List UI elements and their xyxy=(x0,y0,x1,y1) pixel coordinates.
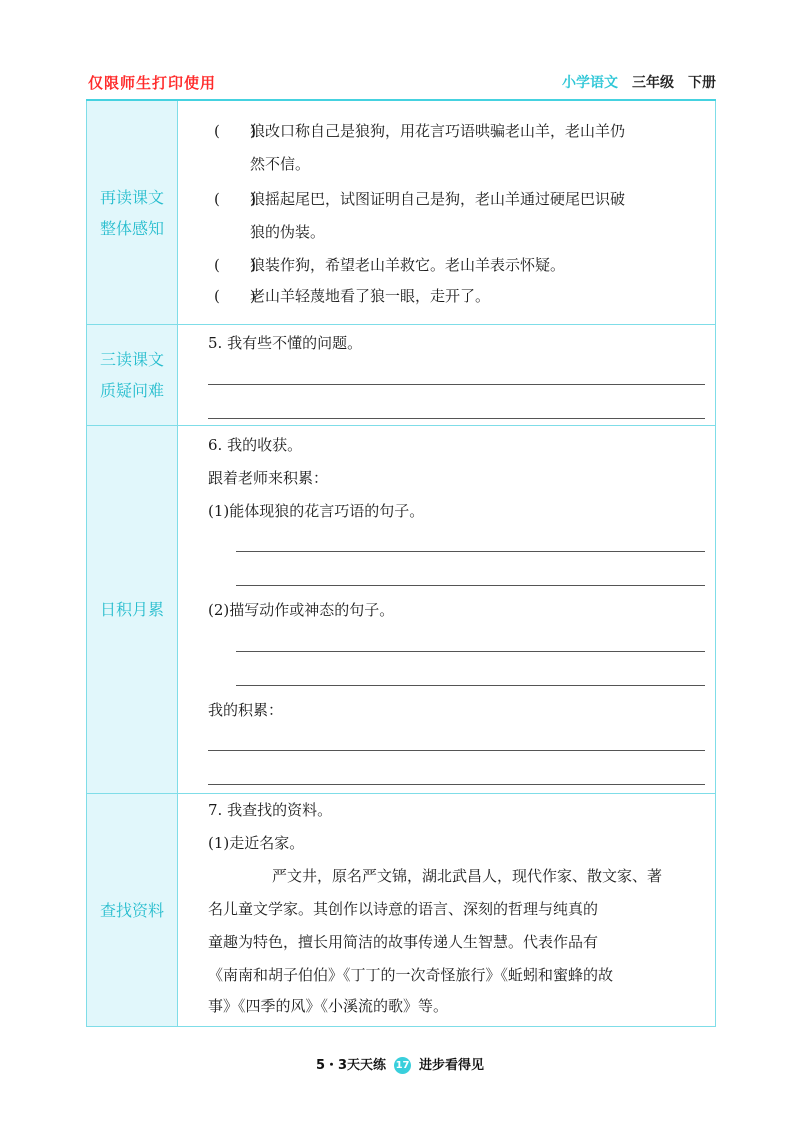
section-accumulation xyxy=(87,425,715,793)
worksheet-table xyxy=(86,101,716,1027)
list-item xyxy=(214,119,715,143)
footer-slogan: 进步看得见 xyxy=(419,1058,485,1073)
instruction-text: 跟着老师来积累： xyxy=(208,469,329,487)
question-prompt: 5. 我有些不懂的问题。 xyxy=(208,334,363,352)
item-text: 狼装作狗，希望老山羊救它。老山羊表示怀疑。 xyxy=(250,256,566,274)
paragraph-line: 事》《四季的风》《小溪流的歌》等。 xyxy=(208,997,449,1015)
questions-area xyxy=(178,325,715,425)
label-line-2: 整体感知 xyxy=(99,218,164,238)
answer-line[interactable] xyxy=(236,651,705,652)
answer-line[interactable] xyxy=(208,784,705,785)
footer-brand: 5・3天天练 xyxy=(315,1058,387,1073)
page-footer xyxy=(0,1054,800,1074)
section-label xyxy=(87,325,178,425)
paragraph-line: 严文井，原名严文锦，湖北武昌人，现代作家、散文家、著 xyxy=(272,867,663,885)
list-item xyxy=(214,187,715,211)
question-prompt: 7. 我查找的资料。 xyxy=(208,801,333,819)
answer-blank[interactable]: ( ) xyxy=(214,256,256,274)
ordering-list xyxy=(178,101,715,324)
book-info xyxy=(562,72,716,92)
section-label xyxy=(87,794,178,1026)
section-questions xyxy=(87,324,715,425)
research-area xyxy=(178,794,715,1026)
volume-label: 下册 xyxy=(688,75,716,91)
sub-question: (1)能体现狼的花言巧语的句子。 xyxy=(208,502,425,520)
answer-line[interactable] xyxy=(236,685,705,686)
instruction-text: 我的积累： xyxy=(208,701,284,719)
subject-label: 小学语文 xyxy=(562,75,618,91)
answer-line[interactable] xyxy=(236,585,705,586)
answer-blank[interactable]: ( ) xyxy=(214,190,256,208)
page-number: 17 xyxy=(394,1057,411,1074)
item-text: 狼摇起尾巴，试图证明自己是狗，老山羊通过硬尾巴识破 xyxy=(250,190,626,208)
question-prompt: 6. 我的收获。 xyxy=(208,436,303,454)
list-item xyxy=(214,253,715,277)
paragraph-line: 童趣为特色，擅长用简洁的故事传递人生智慧。代表作品有 xyxy=(208,933,599,951)
answer-line[interactable] xyxy=(208,750,705,751)
section-label xyxy=(87,426,178,793)
list-item xyxy=(214,284,715,308)
item-continuation: 然不信。 xyxy=(250,155,311,173)
label-line-1: 三读课文 xyxy=(99,350,164,369)
label-line-2: 质疑问难 xyxy=(99,381,164,400)
label-line-1: 日积月累 xyxy=(99,600,164,619)
answer-blank[interactable]: ( ) xyxy=(214,287,256,305)
paragraph-line: 《南南和胡子伯伯》《丁丁的一次奇怪旅行》《蚯蚓和蜜蜂的故 xyxy=(208,966,614,984)
accumulation-area xyxy=(178,426,715,793)
section-reread xyxy=(87,101,715,324)
section-label xyxy=(87,101,178,324)
answer-line[interactable] xyxy=(236,551,705,552)
item-text: 狼改口称自己是狼狗，用花言巧语哄骗老山羊，老山羊仍 xyxy=(250,122,626,140)
sub-question: (2)描写动作或神态的句子。 xyxy=(208,601,395,619)
label-line-1: 查找资料 xyxy=(99,900,164,920)
print-notice: 仅限师生打印使用 xyxy=(88,74,217,92)
label-line-1: 再读课文 xyxy=(99,187,164,207)
paragraph-line: 名儿童文学家。其创作以诗意的语言、深刻的哲理与纯真的 xyxy=(208,900,599,918)
section-research xyxy=(87,793,715,1026)
sub-question: (1)走近名家。 xyxy=(208,834,305,852)
answer-line[interactable] xyxy=(208,418,705,419)
answer-blank[interactable]: ( ) xyxy=(214,122,256,140)
answer-line[interactable] xyxy=(208,384,705,385)
item-continuation: 狼的伪装。 xyxy=(250,223,326,241)
grade-label: 三年级 xyxy=(632,75,674,91)
item-text: 老山羊轻蔑地看了狼一眼，走开了。 xyxy=(250,287,491,305)
